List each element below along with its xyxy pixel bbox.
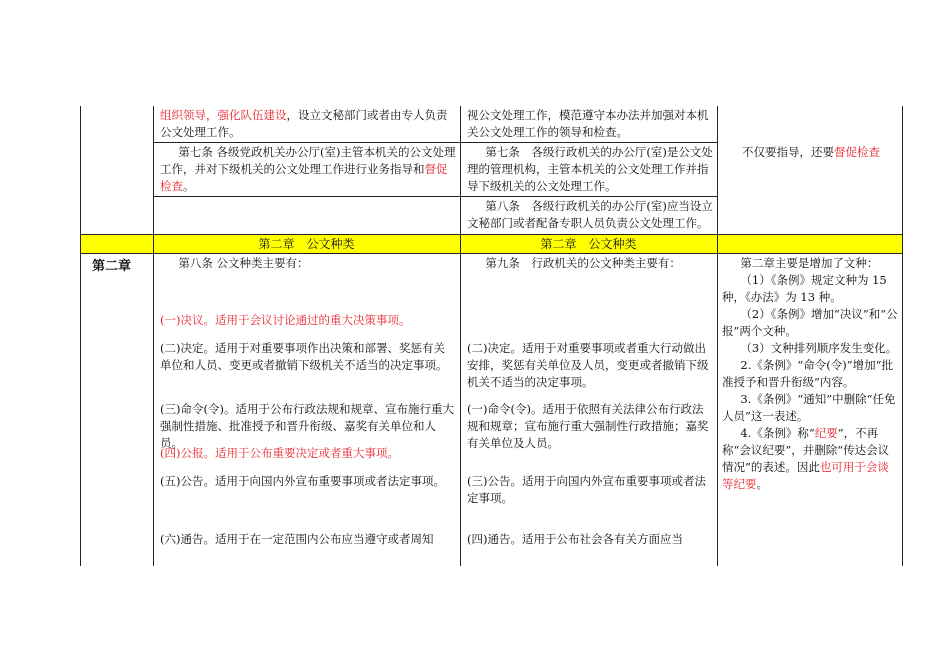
col3-note6-b: ”，不再称“会议纪要”，并删除“传达会议情况”的表述。因此 bbox=[722, 426, 890, 474]
chapter-header-col1: 第二章 公文种类 bbox=[258, 237, 355, 251]
col2-intro: 第九条 行政机关的公文种类主要有： bbox=[485, 256, 681, 270]
row2-col3-text bbox=[722, 144, 900, 161]
chapter-header-col2: 第二章 公文种类 bbox=[540, 237, 637, 251]
column-divider-3 bbox=[717, 106, 718, 566]
row2-col3-red: 督促检查 bbox=[834, 145, 880, 159]
table-border-right bbox=[902, 106, 903, 566]
row-divider-1 bbox=[153, 142, 717, 143]
row-divider-4 bbox=[80, 253, 903, 254]
row-divider-2 bbox=[153, 196, 717, 197]
comparison-table bbox=[80, 106, 903, 566]
col1-item4: (四)公报。适用于公布重要决定或者重大事项。 bbox=[160, 446, 399, 460]
col3-intro: 第二章主要是增加了文种： bbox=[740, 256, 879, 270]
col3-note5: 3.《条例》“通知”中删除“任免人员”这一表述。 bbox=[722, 392, 896, 423]
row1-col1-rest: ，设立文秘部门或者由专人负责公文处理工作。 bbox=[160, 108, 448, 139]
row2-col3-main: 不仅要指导，还要 bbox=[742, 145, 834, 159]
col2-item2: (二)决定。适用于对重要事项或者重大行动做出安排，奖惩有关单位及人员，变更或者撤销下级机关不适当的决定事项。 bbox=[467, 341, 709, 389]
row1-col1-text bbox=[160, 107, 456, 141]
row1-col1-red: 组织领导，强化队伍建设 bbox=[160, 108, 287, 122]
col2-item3: (三)公告。适用于向国内外宣布重要事项或者法定事项。 bbox=[467, 474, 706, 505]
col3-note6-red: 纪要 bbox=[814, 426, 838, 440]
col3-note4: 2.《条例》“命令(令)”增加“批准授予和晋升衔级”内容。 bbox=[722, 358, 893, 389]
row3-col2-text: 第八条 各级行政机关的办公厅(室)应当设立文秘部门或者配备专职人员负责公文处理工作。 bbox=[467, 199, 713, 230]
col3-note6-a: 4.《条例》称“ bbox=[740, 426, 815, 440]
table-border-left bbox=[80, 106, 81, 566]
column-divider-1 bbox=[153, 106, 154, 566]
chapter-label: 第二章 bbox=[92, 259, 132, 274]
col1-item3: (三)命令(令)。适用于公布行政法规和规章、宣布施行重大强制性措施、批准授予和晋升衔级、嘉奖有关单位和人员。 bbox=[160, 402, 454, 450]
row2-col1-text bbox=[160, 144, 456, 195]
row2-col1-tail: 。 bbox=[183, 179, 195, 193]
col2-item4: (四)通告。适用于公布社会各有关方面应当 bbox=[467, 532, 683, 546]
col3-note3: （3）文种排列顺序发生变化。 bbox=[740, 341, 898, 355]
col3-note6 bbox=[722, 425, 900, 493]
col3-note2: （2）《条例》增加“决议”和“公报”两个文种。 bbox=[722, 307, 898, 338]
row2-col1-red: 督促检查 bbox=[160, 162, 448, 193]
column-divider-2 bbox=[460, 106, 461, 566]
col1-intro: 第八条 公文种类主要有： bbox=[178, 256, 309, 270]
col1-item6: (六)通告。适用于在一定范围内公布应当遵守或者周知 bbox=[160, 532, 434, 546]
row1-col2-text: 视公文处理工作，模范遵守本办法并加强对本机关公文处理工作的领导和检查。 bbox=[467, 108, 709, 139]
row2-col2-text: 第七条 各级行政机关的办公厅(室)是公文处理的管理机构，主管本机关的公文处理工作并指导下级机关的公文处理工作。 bbox=[467, 145, 713, 193]
col1-item5: (五)公告。适用于向国内外宣布重要事项或者法定事项。 bbox=[160, 474, 445, 488]
col1-item2: (二)决定。适用于对重要事项作出决策和部署、奖惩有关单位和人员、变更或者撤销下级机关不适当的决定事项。 bbox=[160, 341, 448, 372]
col2-item1: (一)命令(令)。适用于依照有关法律公布行政法规和规章；宣布施行重大强制性行政措施；嘉奖有关单位及人员。 bbox=[467, 402, 709, 450]
col3-note6-red2: 也可用于会谈等纪要 bbox=[722, 460, 889, 491]
col3-note1: （1）《条例》规定文种为 15 种，《办法》为 13 种。 bbox=[722, 273, 887, 304]
col1-item1: (一)决议。适用于会议讨论通过的重大决策事项。 bbox=[160, 313, 411, 327]
col3-notes bbox=[722, 255, 900, 493]
col3-note6-c: 。 bbox=[756, 477, 768, 491]
row2-col1-main: 第七条 各级党政机关办公厅(室)主管本机关的公文处理工作，并对下级机关的公文处理工作进行业务指导和 bbox=[160, 145, 456, 176]
